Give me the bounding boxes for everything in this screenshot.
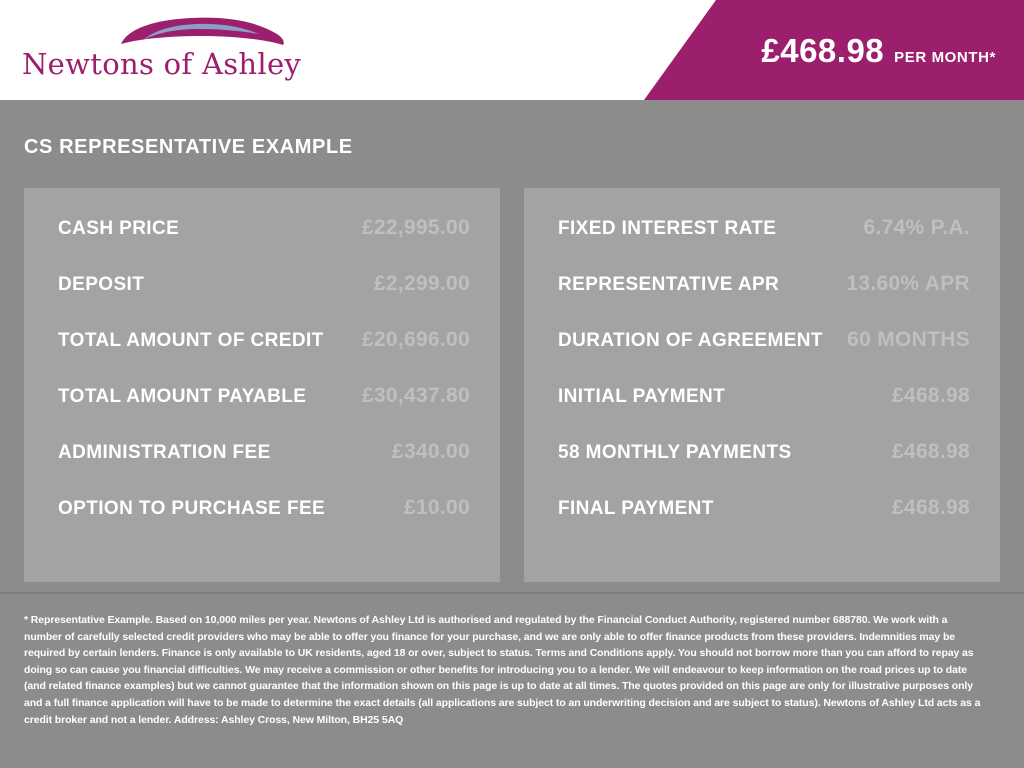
monthly-price-suffix: PER MONTH* <box>894 49 996 66</box>
table-row <box>58 216 470 272</box>
row-value: £22,995.00 <box>361 216 470 239</box>
page-header <box>0 0 1024 100</box>
row-value: £468.98 <box>891 384 970 407</box>
table-row <box>58 440 470 496</box>
row-value: £2,299.00 <box>373 272 470 295</box>
table-row <box>558 496 970 552</box>
table-row <box>558 328 970 384</box>
row-label: 58 MONTHLY PAYMENTS <box>558 442 792 463</box>
brand-name: Newtons of Ashley <box>22 47 302 81</box>
row-label: TOTAL AMOUNT OF CREDIT <box>58 330 324 351</box>
finance-panel-left <box>24 188 500 582</box>
page-title: CS REPRESENTATIVE EXAMPLE <box>24 136 353 158</box>
brand-logo <box>22 14 302 86</box>
row-value: 6.74% P.A. <box>863 216 970 239</box>
table-row <box>58 384 470 440</box>
row-label: CASH PRICE <box>58 218 180 239</box>
table-row <box>58 328 470 384</box>
row-value: 60 MONTHS <box>847 328 970 351</box>
row-value: £468.98 <box>891 496 970 519</box>
price-block <box>761 32 996 70</box>
row-value: £30,437.80 <box>361 384 470 407</box>
table-row <box>58 496 470 552</box>
row-label: OPTION TO PURCHASE FEE <box>58 498 326 519</box>
row-value: £10.00 <box>403 496 470 519</box>
row-label: FIXED INTEREST RATE <box>558 218 777 239</box>
monthly-price-value: £468.98 <box>761 32 885 69</box>
disclaimer-text: * Representative Example. Based on 10,000 miles per year. Newtons of Ashley Ltd is authorised and regulated by the Financial Conduct Authority, registered number 688780. We work with a number of carefully selected credit providers who may be able to offer you finance for your purchase, and we are only able to offer finance products from these providers. Indemnities may be required by certain lenders. Finance is only available to UK residents, aged 18 or over, subject to status. Terms and Conditions apply. You should not borrow more than you can afford to repay as doing so can cause you financial difficulties. We may receive a commission or other benefits for introducing you to a lender. We will endeavour to keep information on the road prices up to date (and related finance examples) but we cannot guarantee that the information shown on this page is up to date at all times. The quotes provided on this page are only for illustrative purposes only and a full finance application will have to be made to determine the exact details (all applications are subject to an underwriting decision and are subject to status). Newtons of Ashley Ltd acts as a credit broker and not a lender. Address: Ashley Cross, New Milton, BH25 5AQ <box>24 614 981 726</box>
row-label: ADMINISTRATION FEE <box>58 442 271 463</box>
row-label: REPRESENTATIVE APR <box>558 274 780 295</box>
finance-panels <box>24 188 1000 582</box>
section-divider <box>0 592 1024 594</box>
row-label: DEPOSIT <box>58 274 145 295</box>
row-label: FINAL PAYMENT <box>558 498 714 519</box>
car-silhouette-icon <box>117 14 287 50</box>
row-value: £468.98 <box>891 440 970 463</box>
table-row <box>558 384 970 440</box>
row-value: £340.00 <box>391 440 470 463</box>
finance-panel-right <box>524 188 1000 582</box>
row-label: INITIAL PAYMENT <box>558 386 726 407</box>
table-row <box>58 272 470 328</box>
row-label: TOTAL AMOUNT PAYABLE <box>58 386 307 407</box>
table-row <box>558 272 970 328</box>
row-label: DURATION OF AGREEMENT <box>558 330 823 351</box>
row-value: 13.60% APR <box>846 272 970 295</box>
table-row <box>558 216 970 272</box>
table-row <box>558 440 970 496</box>
row-value: £20,696.00 <box>361 328 470 351</box>
